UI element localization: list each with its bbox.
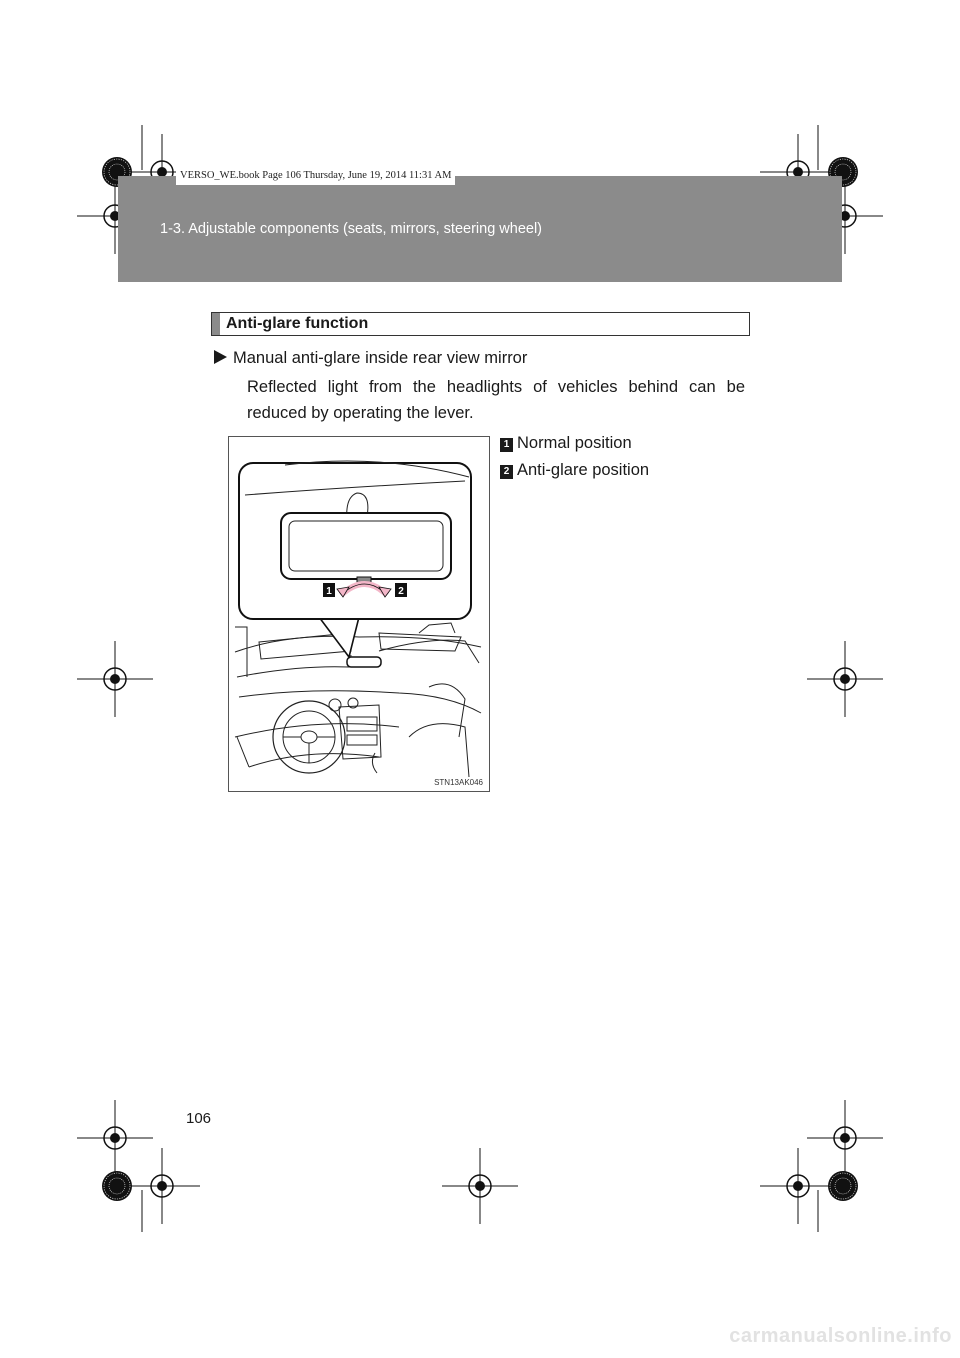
- car-interior-drawing: [229, 437, 489, 791]
- watermark: carmanualsonline.info: [729, 1325, 952, 1347]
- legend-text: Anti-glare position: [517, 461, 650, 479]
- mirror-illustration: [228, 436, 490, 792]
- legend-item-1: [500, 434, 632, 453]
- legend-number-badge: 1: [500, 438, 513, 452]
- description-paragraph: Reflected light from the headlights of vehicles behind can be reduced by operating the lever.: [247, 378, 745, 422]
- section-heading-bar: [212, 313, 220, 335]
- legend-number-badge: 2: [500, 465, 513, 479]
- chapter-title: 1-3. Adjustable components (seats, mirrors, steering wheel): [160, 221, 543, 237]
- callout-label-1: 1: [326, 586, 332, 597]
- callout-label-2: 2: [398, 586, 404, 597]
- legend-item-2: [500, 461, 649, 480]
- section-title: Anti-glare function: [226, 315, 369, 332]
- figure-code: STN13AK046: [434, 778, 483, 787]
- bullet-text: Manual anti-glare inside rear view mirror: [233, 349, 528, 367]
- triangle-bullet-icon: [214, 350, 227, 364]
- bullet-item: [214, 349, 527, 368]
- legend-text: Normal position: [517, 434, 632, 452]
- page-number: 106: [186, 1110, 212, 1127]
- book-info: VERSO_WE.book Page 106 Thursday, June 19, 2014 11:31 AM: [176, 167, 455, 185]
